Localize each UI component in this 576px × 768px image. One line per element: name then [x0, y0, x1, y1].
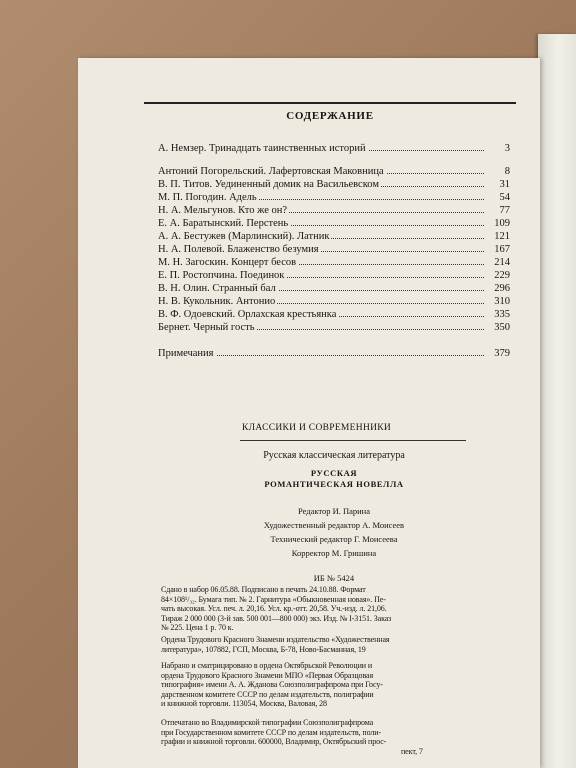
toc-entry-page: 121 — [486, 230, 510, 243]
toc-entry-title: Н. В. Кукольник. Антонио — [158, 296, 276, 307]
ib-number: ИБ № 5424 — [313, 573, 355, 583]
contents-heading: СОДЕРЖАНИЕ — [286, 110, 374, 122]
toc-entry-title: Е. А. Баратынский. Перстень — [158, 218, 289, 229]
toc-entry-page: 31 — [486, 178, 510, 191]
toc-entry — [158, 204, 510, 217]
publisher-line: Ордена Трудового Красного Знамени издательство «Художественная — [161, 635, 390, 644]
toc-entry-title: А. Немзер. Тринадцать таинственных историй — [158, 143, 366, 154]
toc-entry-title: М. Н. Загоскин. Концерт бесов — [158, 257, 297, 268]
printer-block — [161, 718, 506, 756]
toc-entry-page: 229 — [486, 269, 510, 282]
toc-entry-page: 109 — [486, 217, 510, 230]
right-page-edge — [538, 34, 576, 768]
toc-entry-title: Примечания — [158, 348, 214, 359]
typeset-line: дарственном комитете СССР по делам издательств, полиграфии — [161, 689, 374, 699]
toc-entry-page: 379 — [486, 347, 510, 360]
publisher-block — [161, 635, 506, 654]
toc-entry — [158, 178, 510, 191]
toc-entry — [158, 217, 510, 230]
toc-entry-page: 214 — [486, 256, 510, 269]
print-details-line: № 225. Цена 1 р. 70 к. — [161, 623, 234, 632]
editor-credit: Редактор И. Парина — [297, 506, 371, 516]
toc-entry-title: Н. А. Полевой. Блаженство безумия — [158, 244, 319, 255]
print-details-line: 84×108¹/₃₂. Бумага тип. № 2. Гарнитура «Обыкновенная новая». Пе- — [161, 594, 386, 604]
toc-entry-page: 167 — [486, 243, 510, 256]
toc-entry-title: В. П. Титов. Уединенный домик на Васильевском — [158, 179, 379, 190]
toc-entry-title: Н. А. Мельгунов. Кто же он? — [158, 205, 288, 216]
toc-entry — [158, 256, 510, 269]
toc-entry — [158, 191, 510, 204]
toc-entry — [158, 295, 510, 308]
typeset-line: типография» имени А. А. Жданова Союзполиграфпрома при Госу- — [161, 680, 383, 689]
typeset-block — [161, 661, 506, 709]
toc-entry — [158, 347, 510, 360]
toc-entry — [158, 243, 510, 256]
top-rule — [144, 102, 516, 104]
printer-line: пект, 7 — [401, 746, 423, 756]
toc-entry-page: 3 — [486, 142, 510, 155]
toc-entry-title: Бернет. Черный гость — [158, 322, 255, 333]
toc-entry — [158, 142, 510, 155]
typeset-line: и книжной торговли. 113054, Москва, Валовая, 28 — [161, 699, 327, 708]
toc-entry — [158, 308, 510, 321]
printer-line: графии и книжной торговли. 600000, Владимир, Октябрьский прос- — [161, 737, 387, 746]
toc-entry-page: 335 — [486, 308, 510, 321]
toc-entry-title: А. А. Бестужев (Марлинский). Латник — [158, 231, 330, 242]
typeset-line: Набрано и сматрицировано в ордена Октябрьской Революции и — [161, 661, 373, 670]
toc-entry-page: 8 — [486, 165, 510, 178]
toc-entry — [158, 230, 510, 243]
toc-entry-title: М. П. Погодин. Адель — [158, 192, 257, 203]
printer-line: при Государственном комитете СССР по делам издательств, поли- — [161, 727, 382, 737]
toc-entry — [158, 165, 510, 178]
print-details-line: чать высокая. Усл. печ. л. 20,16. Усл. кр.-отт. 20,58. Уч.-изд. л. 21,06. — [161, 604, 387, 613]
print-details-line: Сдано в набор 06.05.88. Подписано в печать 24.10.88. Формат — [161, 585, 366, 594]
book-title-line-2: РОМАНТИЧЕСКАЯ НОВЕЛЛА — [264, 479, 404, 489]
art-editor-credit: Художественный редактор А. Моисеев — [263, 520, 405, 530]
printer-line: Отпечатано во Владимирской типографии Союзполиграфпрома — [161, 718, 374, 727]
tech-editor-credit: Технический редактор Г. Моисеева — [270, 534, 398, 544]
publisher-line: литература», 107882, ГСП, Москва, Б-78, Ново-Басманная, 19 — [161, 644, 366, 654]
print-details — [161, 585, 506, 633]
series-rule — [240, 440, 466, 441]
toc-entry-page: 350 — [486, 321, 510, 334]
toc-entry-title: В. Н. Олин. Странный бал — [158, 283, 276, 294]
print-details-line: Тираж 2 000 000 (3-й зав. 500 001—800 000) экз. Изд. № I-3151. Заказ — [161, 613, 392, 623]
typeset-line: ордена Трудового Красного Знамени МПО «Первая Образцовая — [161, 670, 374, 680]
toc-entry-page: 77 — [486, 204, 510, 217]
book-title-line-1: РУССКАЯ — [310, 468, 358, 478]
toc-entry-page: 310 — [486, 295, 510, 308]
series-title: КЛАССИКИ И СОВРЕМЕННИКИ — [242, 423, 392, 433]
toc-entry-title: В. Ф. Одоевский. Орлахская крестьянка — [158, 309, 337, 320]
toc-entry — [158, 321, 510, 334]
toc-entry-title: Е. П. Ростопчина. Поединок — [158, 270, 285, 281]
toc-entry-page: 296 — [486, 282, 510, 295]
toc-entry — [158, 269, 510, 282]
book-page — [78, 58, 540, 768]
proofreader-credit: Корректор М. Гришина — [291, 548, 377, 558]
toc-entry — [158, 282, 510, 295]
toc-entry-title: Антоний Погорельский. Лафертовская Маковница — [158, 166, 384, 177]
toc-entry-page: 54 — [486, 191, 510, 204]
subseries-title: Русская классическая литература — [263, 450, 405, 461]
